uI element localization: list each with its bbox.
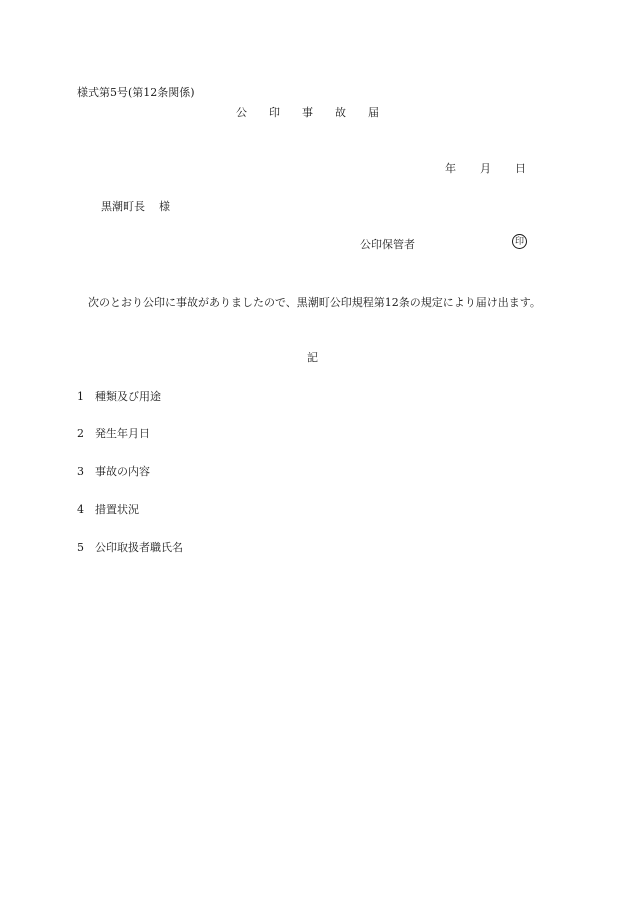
title-char: 印	[269, 106, 280, 119]
list-item	[77, 539, 183, 555]
item-number: 4	[77, 503, 84, 516]
addressee-honorific: 様	[159, 200, 170, 213]
title-char: 届	[368, 106, 379, 119]
date-day-label: 日	[515, 162, 526, 175]
item-number: 1	[77, 390, 84, 403]
item-number: 2	[77, 427, 84, 440]
list-item	[77, 463, 150, 479]
date-month-label: 月	[480, 162, 491, 175]
list-item	[77, 425, 150, 441]
date-line	[445, 160, 526, 176]
date-year-label: 年	[445, 162, 456, 175]
addressee	[101, 198, 170, 214]
item-label: 措置状況	[95, 503, 139, 516]
title-char: 故	[335, 106, 346, 119]
item-label: 事故の内容	[95, 465, 150, 478]
title-char: 公	[236, 106, 247, 119]
form-number: 様式第5号(第12条関係)	[77, 86, 195, 99]
document-title	[236, 104, 379, 120]
item-number: 5	[77, 541, 84, 554]
ki-heading: 記	[307, 351, 318, 364]
list-item	[77, 388, 161, 404]
body-paragraph: 次のとおり公印に事故がありましたので、黒潮町公印規程第12条の規定により届け出ます。	[88, 296, 541, 309]
item-label: 種類及び用途	[95, 390, 161, 403]
addressee-name: 黒潮町長	[101, 200, 145, 213]
title-char: 事	[302, 106, 313, 119]
item-number: 3	[77, 465, 84, 478]
item-label: 公印取扱者職氏名	[95, 541, 183, 554]
item-label: 発生年月日	[95, 427, 150, 440]
list-item	[77, 501, 139, 517]
seal-mark-icon: 印	[512, 234, 527, 249]
custodian-label: 公印保管者	[360, 238, 415, 251]
